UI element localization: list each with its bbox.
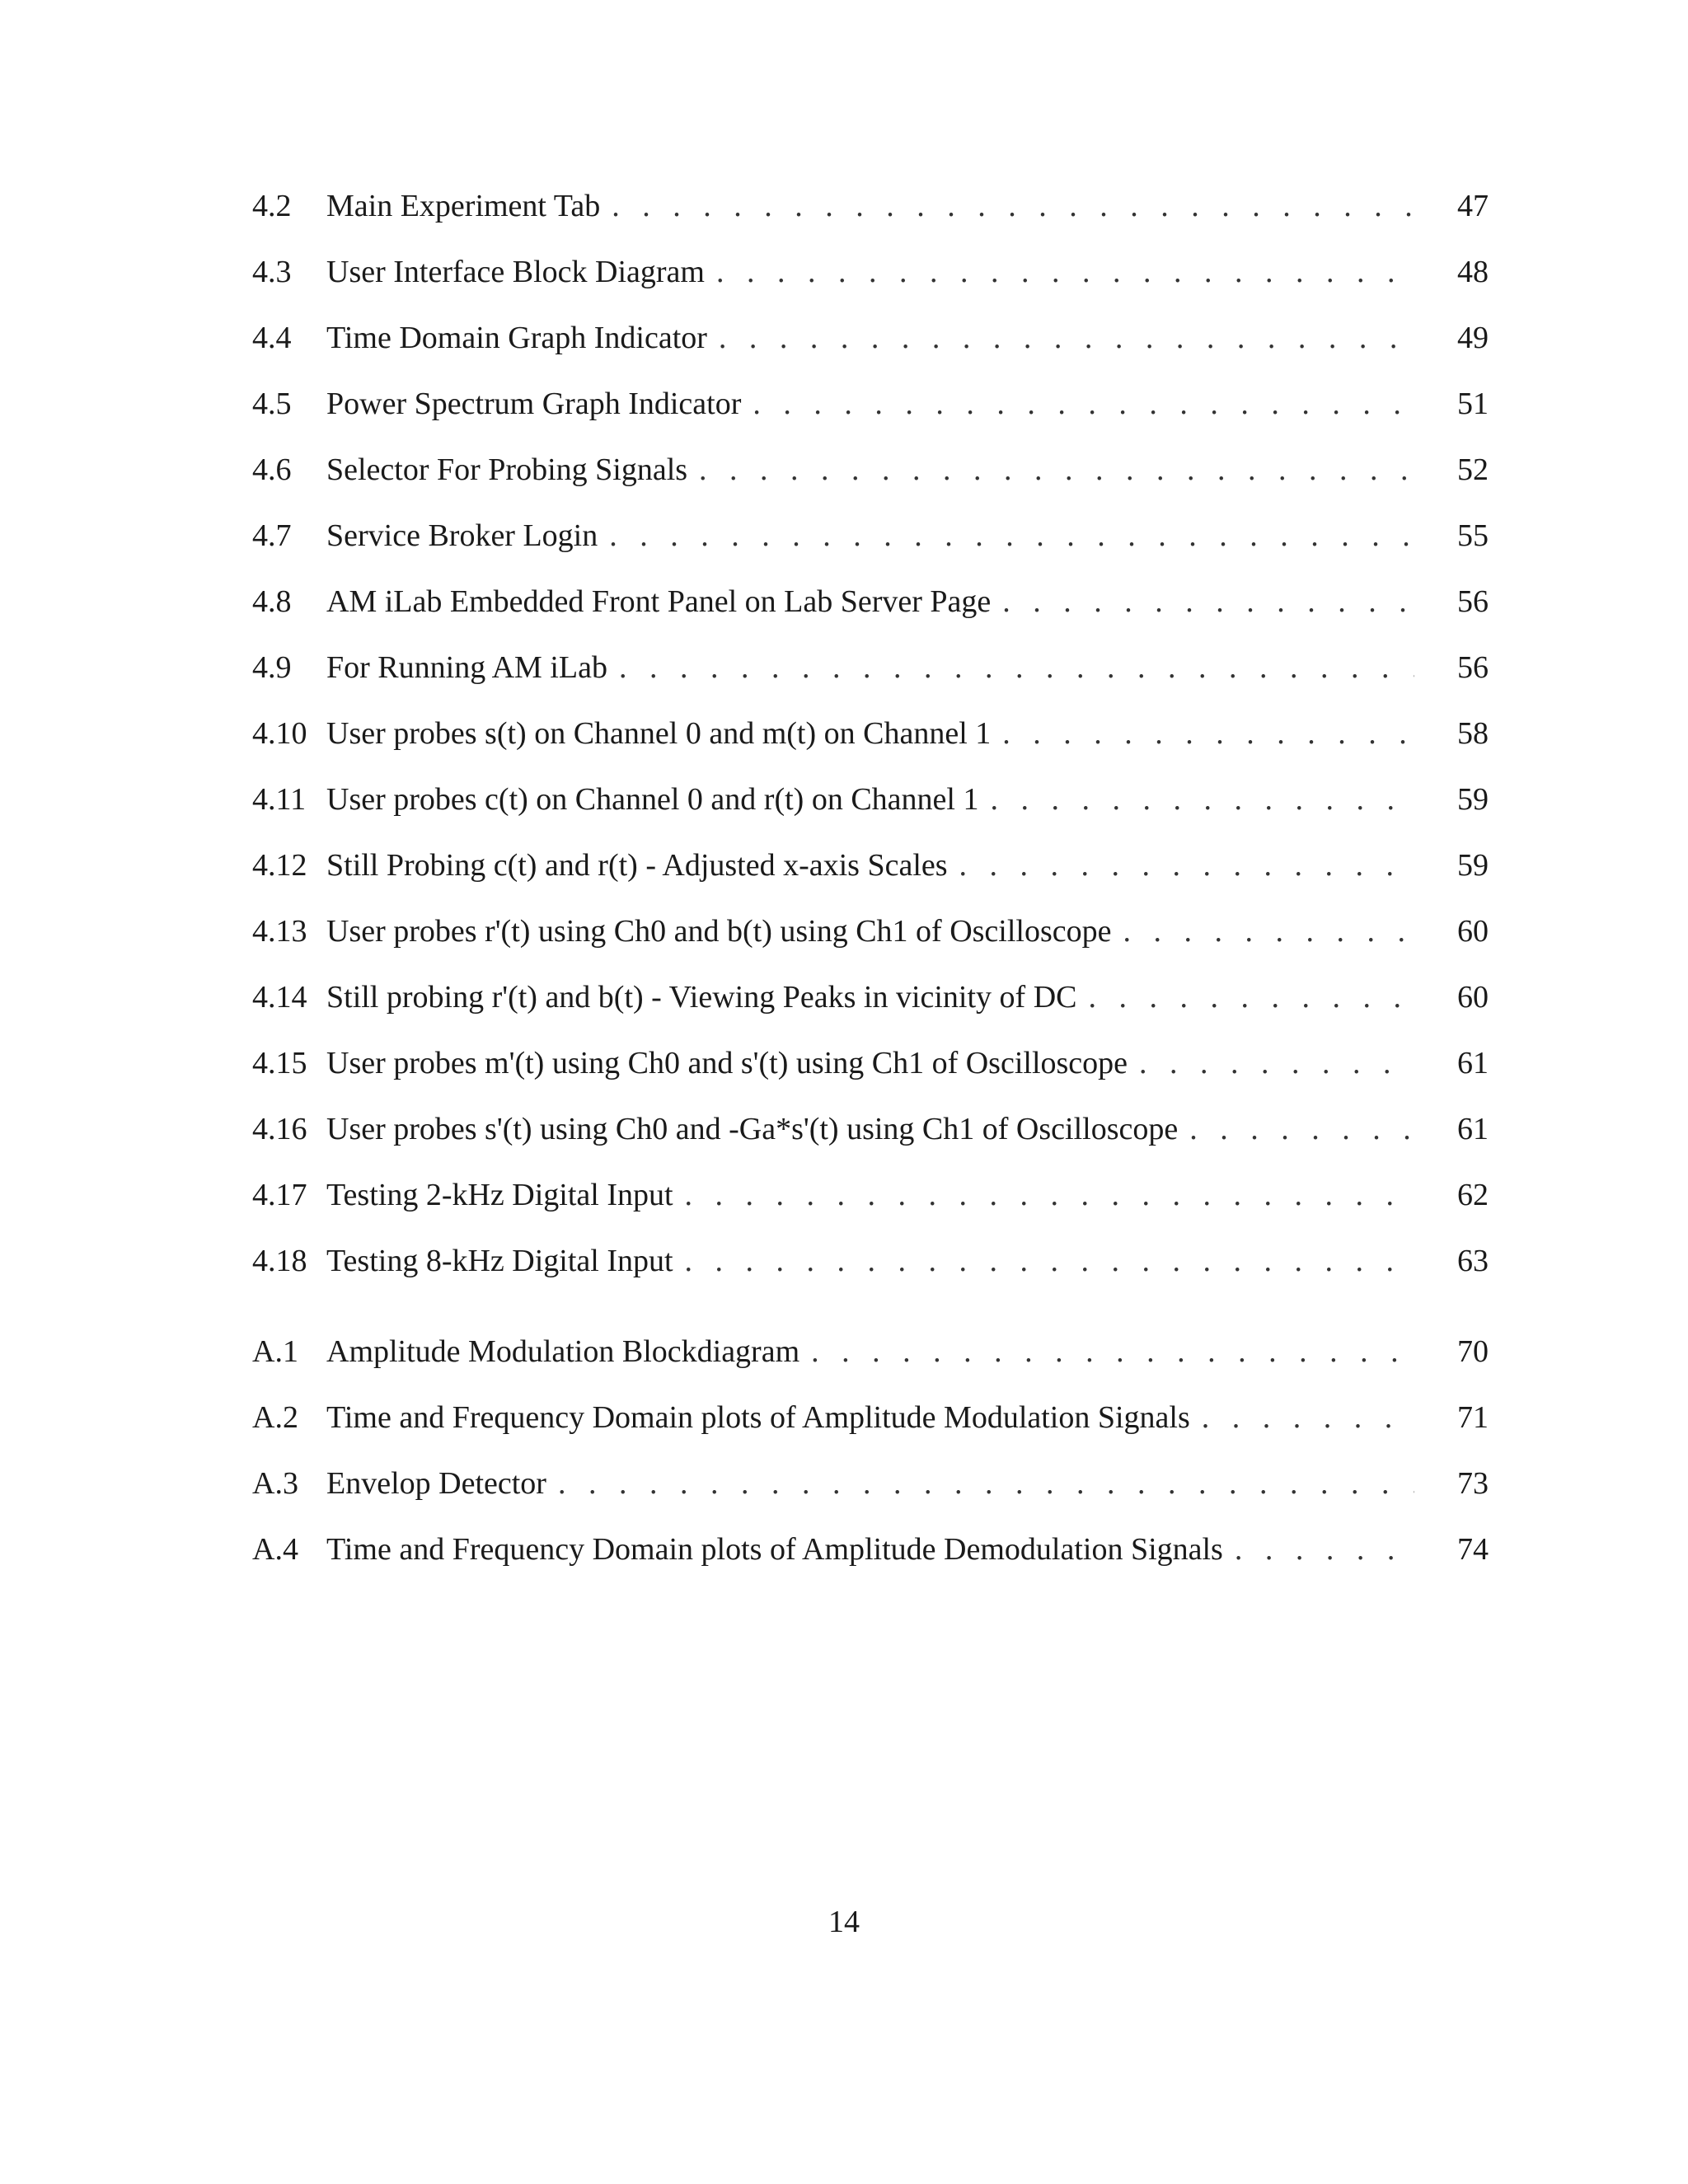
entry-number: 4.6 (252, 452, 292, 487)
entry-number: A.1 (252, 1334, 298, 1369)
entry-page: 59 (1457, 782, 1489, 817)
dot-leader (609, 503, 1414, 569)
dot-leader (811, 1319, 1414, 1385)
entry-number: 4.16 (252, 1112, 307, 1146)
entry-page: 51 (1457, 387, 1489, 421)
toc-entry (252, 964, 1489, 1030)
entry-page: 58 (1457, 716, 1489, 751)
entry-page: 61 (1457, 1046, 1489, 1080)
entry-number: 4.3 (252, 255, 292, 289)
entry-title: User Interface Block Diagram (326, 239, 716, 305)
entry-page: 55 (1457, 518, 1489, 553)
entry-number: A.4 (252, 1532, 298, 1567)
dot-leader (1002, 569, 1414, 635)
entry-title: Testing 8-kHz Digital Input (326, 1228, 685, 1294)
entry-number: 4.10 (252, 716, 307, 751)
entry-title: Selector For Probing Signals (326, 437, 699, 503)
toc-entry (252, 305, 1489, 371)
entry-number: A.2 (252, 1400, 298, 1435)
dot-leader (1189, 1096, 1414, 1162)
entry-title: User probes m'(t) using Ch0 and s'(t) using Ch1 of Oscilloscope (326, 1030, 1139, 1096)
dot-leader (1002, 701, 1414, 766)
entry-page: 62 (1457, 1178, 1489, 1212)
entry-number: 4.15 (252, 1046, 307, 1080)
entry-page: 52 (1457, 452, 1489, 487)
dot-leader (1123, 898, 1415, 964)
toc-entry (252, 239, 1489, 305)
toc-entry (252, 371, 1489, 437)
toc-entry (252, 569, 1489, 635)
dot-leader (990, 766, 1414, 832)
entry-title: User probes s(t) on Channel 0 and m(t) on Channel 1 (326, 701, 1002, 766)
entry-title: Time Domain Graph Indicator (326, 305, 719, 371)
toc-entry (252, 832, 1489, 898)
toc-entry (252, 1385, 1489, 1451)
entry-title: User probes r'(t) using Ch0 and b(t) using Ch1 of Oscilloscope (326, 898, 1123, 964)
entry-title: Power Spectrum Graph Indicator (326, 371, 753, 437)
entry-title: User probes c(t) on Channel 0 and r(t) on Channel 1 (326, 766, 990, 832)
entry-number: 4.2 (252, 189, 292, 223)
entry-page: 49 (1457, 321, 1489, 355)
entry-title: Time and Frequency Domain plots of Amplitude Demodulation Signals (326, 1516, 1235, 1582)
entry-page: 56 (1457, 650, 1489, 685)
dot-leader (753, 371, 1414, 437)
toc-entry (252, 503, 1489, 569)
entry-number: 4.14 (252, 980, 307, 1015)
dot-leader (558, 1451, 1414, 1516)
entry-page: 60 (1457, 914, 1489, 949)
dot-leader (1202, 1385, 1414, 1451)
dot-leader (685, 1162, 1414, 1228)
dot-leader (716, 239, 1414, 305)
dot-leader (619, 635, 1414, 701)
entry-number: 4.5 (252, 387, 292, 421)
entry-number: 4.17 (252, 1178, 307, 1212)
entry-page: 63 (1457, 1244, 1489, 1278)
list-of-figures (252, 173, 1489, 1582)
entry-number: 4.13 (252, 914, 307, 949)
entry-page: 56 (1457, 584, 1489, 619)
toc-entry (252, 437, 1489, 503)
entry-number: A.3 (252, 1466, 298, 1501)
entry-page: 71 (1457, 1400, 1489, 1435)
dot-leader (1235, 1516, 1414, 1582)
entry-title: AM iLab Embedded Front Panel on Lab Server Page (326, 569, 1002, 635)
entry-number: 4.4 (252, 321, 292, 355)
dot-leader (699, 437, 1414, 503)
toc-entry (252, 766, 1489, 832)
entry-page: 60 (1457, 980, 1489, 1015)
entry-title: Testing 2-kHz Digital Input (326, 1162, 685, 1228)
entry-title: User probes s'(t) using Ch0 and -Ga*s'(t) using Ch1 of Oscilloscope (326, 1096, 1189, 1162)
entry-page: 73 (1457, 1466, 1489, 1501)
toc-entry (252, 1096, 1489, 1162)
entry-page: 61 (1457, 1112, 1489, 1146)
entry-number: 4.11 (252, 782, 307, 817)
entry-page: 74 (1457, 1532, 1489, 1567)
toc-entry (252, 1451, 1489, 1516)
entry-title: Amplitude Modulation Blockdiagram (326, 1319, 811, 1385)
dot-leader (959, 832, 1414, 898)
entry-page: 47 (1457, 189, 1489, 223)
dot-leader (1088, 964, 1414, 1030)
entry-page: 70 (1457, 1334, 1489, 1369)
entry-page: 59 (1457, 848, 1489, 883)
entry-title: Time and Frequency Domain plots of Amplitude Modulation Signals (326, 1385, 1202, 1451)
dot-leader (719, 305, 1414, 371)
entry-title: Envelop Detector (326, 1451, 558, 1516)
entry-title: Service Broker Login (326, 503, 609, 569)
toc-entry (252, 1516, 1489, 1582)
entry-title: Still probing r'(t) and b(t) - Viewing Peaks in vicinity of DC (326, 964, 1088, 1030)
toc-entry (252, 1228, 1489, 1294)
toc-entry (252, 1319, 1489, 1385)
toc-entry (252, 1162, 1489, 1228)
toc-entry (252, 173, 1489, 239)
entry-number: 4.12 (252, 848, 307, 883)
toc-entry (252, 635, 1489, 701)
toc-entry (252, 1030, 1489, 1096)
toc-entry (252, 701, 1489, 766)
entry-number: 4.8 (252, 584, 292, 619)
entry-page: 48 (1457, 255, 1489, 289)
toc-entry (252, 898, 1489, 964)
entry-number: 4.7 (252, 518, 292, 553)
page-number: 14 (828, 1905, 860, 1939)
entry-title: Main Experiment Tab (326, 173, 612, 239)
dot-leader (685, 1228, 1414, 1294)
entry-number: 4.18 (252, 1244, 307, 1278)
dot-leader (1139, 1030, 1414, 1096)
entry-title: For Running AM iLab (326, 635, 619, 701)
dot-leader (612, 173, 1414, 239)
entry-number: 4.9 (252, 650, 292, 685)
entry-title: Still Probing c(t) and r(t) - Adjusted x-axis Scales (326, 832, 959, 898)
